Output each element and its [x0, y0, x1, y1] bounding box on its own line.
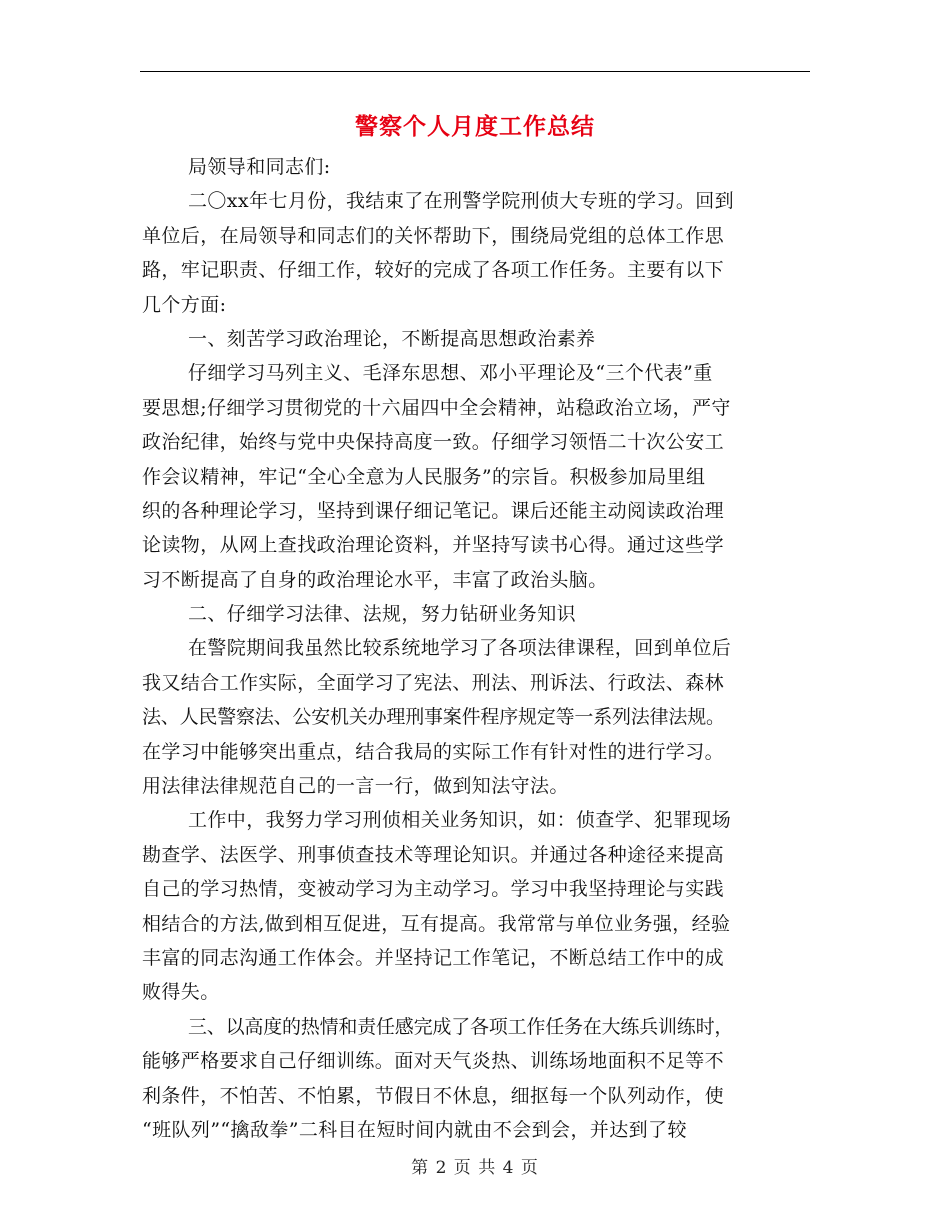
text-line: 勘查学、法医学、刑事侦查技术等理论知识。并通过各种途径来提高: [142, 843, 725, 866]
text-line: 用法律法律规范自己的一言一行，做到知法守法。: [142, 775, 569, 798]
text-line: 一、刻苦学习政治理论，不断提高思想政治素养: [188, 327, 596, 350]
text-line: 我又结合工作实际，全面学习了宪法、刑法、刑诉法、行政法、森林: [142, 671, 725, 694]
text-line: 作会议精神，牢记“全心全意为人民服务”的宗旨。积极参加局里组: [142, 465, 706, 488]
document-body: [142, 150, 812, 1147]
text-line: 三、以高度的热情和责任感完成了各项工作任务在大练兵训练时，: [188, 1015, 734, 1038]
text-line: 几个方面:: [142, 293, 227, 316]
document-title: 警察个人月度工作总结: [355, 113, 595, 140]
text-line: 相结合的方法,做到相互促进，互有提高。我常常与单位业务强，经验: [142, 912, 731, 935]
text-line: 败得失。: [142, 981, 220, 1004]
text-line: 政治纪律，始终与党中央保持高度一致。仔细学习领悟二十次公安工: [142, 431, 725, 454]
header-rule: [140, 71, 810, 72]
text-line: 单位后，在局领导和同志们的关怀帮助下，围绕局党组的总体工作思: [142, 224, 725, 247]
text-line: 自己的学习热情，变被动学习为主动学习。学习中我坚持理论与实践: [142, 878, 725, 901]
text-line: 习不断提高了自身的政治理论水平，丰富了政治头脑。: [142, 568, 608, 591]
text-line: 工作中，我努力学习刑侦相关业务知识，如：侦查学、犯罪现场: [188, 809, 732, 832]
page-number-footer: 第 2 页 共 4 页: [411, 1158, 539, 1178]
text-line: 路，牢记职责、仔细工作，较好的完成了各项工作任务。主要有以下: [142, 259, 725, 282]
text-line: 丰富的同志沟通工作体会。并坚持记工作笔记，不断总结工作中的成: [142, 946, 725, 969]
text-line: 仔细学习马列主义、毛泽东思想、邓小平理论及“三个代表”重: [188, 362, 713, 385]
text-line: 在警院期间我虽然比较系统地学习了各项法律课程，回到单位后: [188, 637, 732, 660]
text-line: 在学习中能够突出重点，结合我局的实际工作有针对性的进行学习。: [142, 740, 725, 763]
text-line: 局领导和同志们:: [188, 156, 331, 178]
text-line: 法、人民警察法、公安机关办理刑事案件程序规定等一系列法律法规。: [142, 706, 725, 729]
text-line: 利条件，不怕苦、不怕累，节假日不休息，细抠每一个队列动作，使: [142, 1084, 725, 1107]
text-line: 二〇xx年七月份，我结束了在刑警学院刑侦大专班的学习。回到: [188, 190, 735, 213]
text-line: “班队列”“擒敌拳”二科目在短时间内就由不会到会，并达到了较: [142, 1118, 687, 1141]
text-line: 织的各种理论学习，坚持到课仔细记笔记。课后还能主动阅读政治理: [142, 499, 725, 522]
text-line: 要思想;仔细学习贯彻党的十六届四中全会精神，站稳政治立场，严守: [142, 396, 731, 419]
text-line: 二、仔细学习法律、法规，努力钻研业务知识: [188, 603, 577, 626]
text-line: 能够严格要求自己仔细训练。面对天气炎热、训练场地面积不足等不: [142, 1050, 725, 1073]
text-line: 论读物，从网上查找政治理论资料，并坚持写读书心得。通过这些学: [142, 534, 725, 557]
